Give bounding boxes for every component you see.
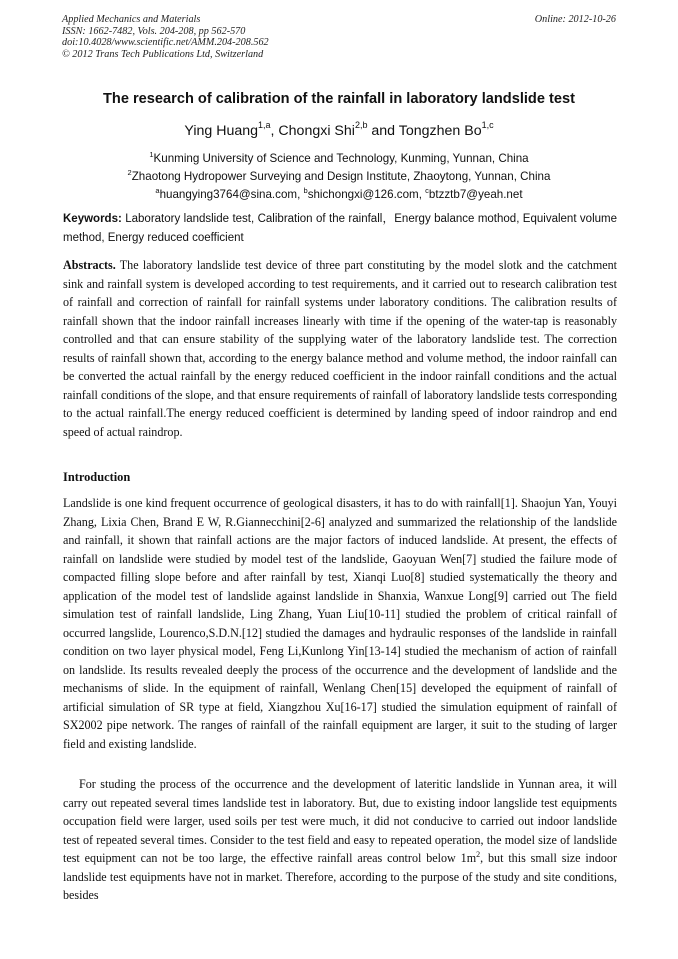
introduction-paragraph-1: Landslide is one kind frequent occurrence of geological disasters, it has to do with rainfall[1]. Shaojun Yan, Youyi Zhang, Lixia Chen, Brand E W, R.Giannecchini[2-6] analyzed and summarized the relationship of the landslide and rainfall, it shown that rainfall actions are the major factors of induced landslide. At present, the effects of rainfall on landslide were studied by model test of the landslide, Gaoyuan Wen[7] studied the failure mode of compacted filling slope before and after rainfall by test, Xianqi Luo[8] studied systematically the theory and application of the model test of landslide against landslide in Shanxia, Wanxue Long[9] carried out The field simulation test of rainfall landslide, Ling Zhang, Yuan Liu[10-11] studied the problem of critical rainfall of occurred langslide, Lourenco,S.D.N.[12] studied the damages and hydraulic responses of the landslide in rainfall condition on two layer physical model, Feng Li,Kunlong Yin[13-14] studied the mechanism of action of rainfall on landslide. Its results revealed deeply the process of the occurrence and the development of landslide and the mechanisms of slide. In the equipment of rainfall, Wenlang Chen[15] developed the equipment of rainfall of artificial simulation of SR type at field, Xiangzhou Xu[16-17] studied the simulation equipment of rainfall of SX2002 pipe network. The ranges of rainfall of the rainfall equipment are larger, it suit to the studing of larger field and existing landslide. (63, 496, 617, 751)
journal-issn: ISSN: 1662-7482, Vols. 204-208, pp 562-570 (62, 25, 246, 37)
email-marker: a (155, 186, 160, 195)
author-name: Tongzhen Bo (398, 123, 482, 139)
author-separator: , (270, 123, 279, 139)
keywords-block (63, 210, 617, 247)
journal-name: Applied Mechanics and Materials (62, 14, 201, 25)
author-name: Chongxi Shi (278, 123, 355, 139)
article-doi: doi:10.4028/www.scientific.net/AMM.204-208.562 (62, 37, 269, 49)
email-marker: c (425, 186, 429, 195)
paragraph-text: , but this small size indoor landslide test equipments have not in market. Therefore, according to the purpose of the study and site conditions, besides (63, 851, 617, 902)
author-superscript: 2,b (354, 120, 368, 130)
section-heading-introduction: Introduction (63, 470, 131, 484)
email-address[interactable]: shichongxi@126.com (307, 188, 419, 201)
email-separator: , (297, 188, 304, 201)
paragraph-text: For studing the process of the occurrence and the development of lateritic landslide in Yunnan area, it will carry out repeated several times landslide test in laboratory. But, due to existing indoor langslide test equipments occupation field were larger, used soils per test were much, it did not conducive to carried out indoor landslide test of repeated several times. Consider to the test field and easy to repeated operation, the model size of landslide test equipment can not be too large, the effective rainfall areas control below 1m (63, 777, 617, 865)
introduction-paragraph-2 (63, 775, 617, 905)
author-superscript: 1,c (481, 120, 494, 130)
author-list (40, 120, 638, 139)
abstract-label: Abstracts. (63, 258, 116, 272)
keywords-label: Keywords: (63, 213, 122, 225)
author-separator: and (367, 123, 399, 139)
author-superscript: 1,a (258, 120, 271, 130)
online-date: Online: 2012-10-26 (534, 14, 616, 25)
author-emails (40, 188, 638, 201)
affiliation-marker: 2 (127, 168, 132, 177)
journal-header (62, 14, 616, 60)
superscript: 2 (476, 850, 481, 859)
email-separator: , (418, 188, 426, 201)
copyright-line: © 2012 Trans Tech Publications Ltd, Switzerland (62, 48, 264, 60)
email-address[interactable]: btzztb7@yeah.net (428, 188, 523, 201)
abstract-block (63, 256, 617, 441)
paper-title: The research of calibration of the rainfall in laboratory landslide test (103, 91, 575, 107)
abstract-text: The laboratory landslide test device of three part constituting by the model slotk and the catchment sink and rainfall system is developed according to test requirements, and it carried out to research calibration test of rainfall and correction of rainfall for rainfall systems under laboratory conditions. The calibration results of rainfall shown that the indoor rainfall increases linearly with time if the opening of the water-tap is reasonably controlled and that can ensure stability of the supplying water of the laboratory landslide test. The correction results of rainfall shown that, according to the energy balance method and volume method, the indoor rainfall can be converted the actual rainfall by the energy reduced coefficient in the indoor rainfall conditions and the actual rainfall conditions of the slope, and that ensure requirements of rainfall of laboratory landslide tests corresponding to the actual rainfall.The energy reduced coefficient is determined by landing speed of indoor raindrop and end speed of actual raindrop. (63, 258, 617, 439)
author-name: Ying Huang (184, 123, 259, 139)
affiliation-text: Zhaotong Hydropower Surveying and Design Institute, Zhaoytong, Yunnan, China (131, 170, 551, 183)
affiliation-1 (40, 152, 638, 165)
email-marker: b (303, 186, 308, 195)
email-address[interactable]: huangying3764@sina.com (159, 188, 298, 201)
affiliation-text: Kunming University of Science and Technology, Kunming, Yunnan, China (153, 152, 529, 165)
affiliation-2 (40, 170, 638, 183)
affiliation-marker: 1 (149, 150, 154, 159)
keywords-text: Laboratory landslide test, Calibration of the rainfall，Energy balance mothod, Equivalent volume method, Energy reduced coefficient (63, 213, 618, 244)
